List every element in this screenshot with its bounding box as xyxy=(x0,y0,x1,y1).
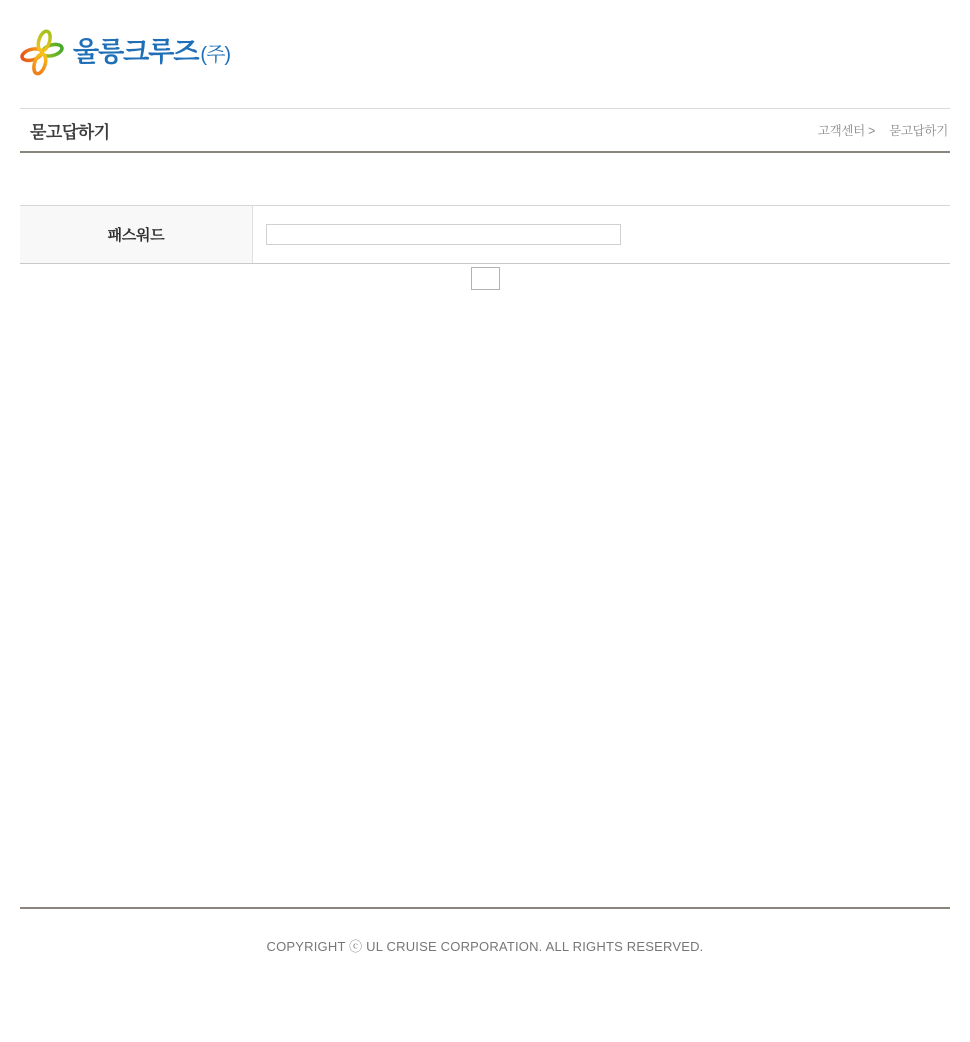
empty-content-area xyxy=(20,290,950,907)
site-logo[interactable] xyxy=(20,26,230,78)
site-header xyxy=(20,0,950,108)
pinwheel-flower-icon xyxy=(20,26,64,78)
brand-name-text: 울릉크루즈 xyxy=(73,36,199,67)
password-label: 패스워드 xyxy=(20,206,253,263)
page-title: 묻고답하기 xyxy=(30,122,110,142)
password-input[interactable] xyxy=(266,224,621,245)
password-input-cell xyxy=(253,206,950,263)
page-container xyxy=(20,0,950,907)
brand-suffix-text: (주) xyxy=(200,43,231,66)
button-row xyxy=(20,267,950,290)
breadcrumb-current-link[interactable]: 묻고답하기 xyxy=(889,124,948,138)
brand-name xyxy=(73,38,230,67)
copyright-text: COPYRIGHT ⓒ UL CRUISE CORPORATION. ALL RIGHTS RESERVED. xyxy=(266,939,704,954)
page-title-band xyxy=(20,108,950,153)
password-table xyxy=(20,205,950,264)
confirm-button[interactable] xyxy=(471,267,500,290)
breadcrumb-section-link[interactable]: 고객센터 > xyxy=(817,124,876,138)
breadcrumb xyxy=(818,121,948,139)
footer xyxy=(0,907,970,955)
